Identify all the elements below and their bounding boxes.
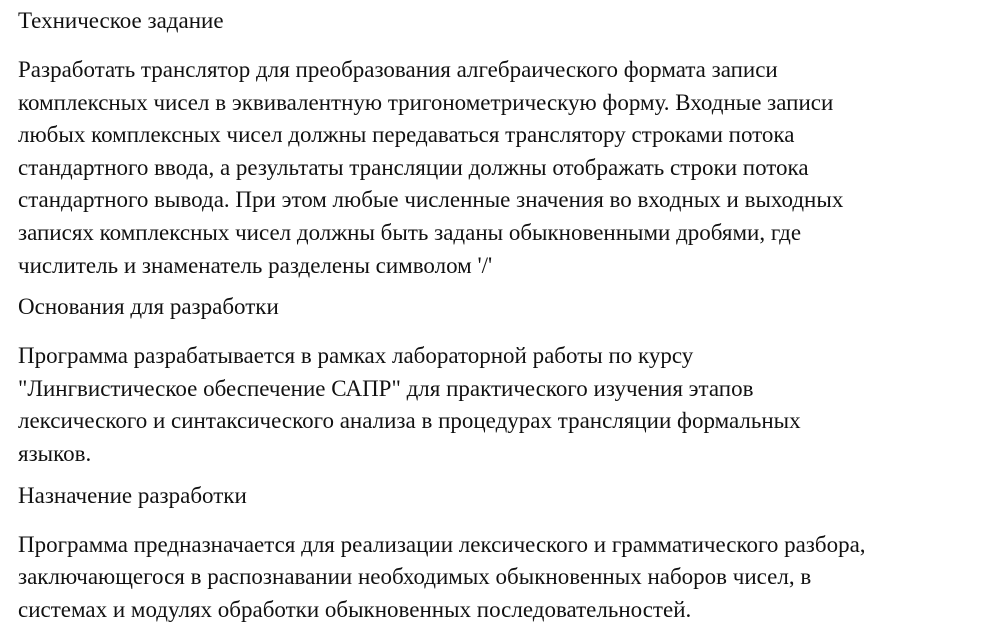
paragraph-line: стандартного ввода, а результаты трансляции должны отображать строки потока bbox=[18, 154, 809, 180]
section-paragraph bbox=[18, 529, 996, 627]
section-technical-task bbox=[18, 4, 996, 290]
section-heading: Техническое задание bbox=[18, 8, 224, 33]
paragraph-line: лексического и синтаксического анализа в процедурах трансляции формальных bbox=[18, 408, 801, 434]
paragraph-line: языков. bbox=[18, 440, 92, 466]
paragraph-line: Программа разрабатывается в рамках лабораторной работы по курсу bbox=[18, 343, 694, 369]
section-heading: Основания для разработки bbox=[18, 294, 279, 320]
paragraph-line: записях комплексных чисел должны быть заданы обыкновенными дробями, где bbox=[18, 219, 802, 245]
paragraph-line: заключающегося в распознавании необходимых обыкновенных наборов чисел, в bbox=[18, 564, 812, 590]
paragraph-line: системах и модулях обработки обыкновенных последовательностей. bbox=[18, 596, 692, 622]
paragraph-line: Программа предназначается для реализации лексического и грамматического разбора, bbox=[18, 531, 866, 557]
section-heading: Назначение разработки bbox=[18, 482, 247, 508]
paragraph-line: Разработать транслятор для преобразования алгебраического формата записи bbox=[18, 57, 778, 82]
section-paragraph bbox=[18, 340, 996, 470]
document-page bbox=[18, 4, 996, 626]
section-paragraph bbox=[18, 54, 996, 282]
section-purpose-of-development bbox=[18, 479, 996, 627]
paragraph-line: "Лингвистическое обеспечение САПР" для практического изучения этапов bbox=[18, 375, 754, 401]
paragraph-line: любых комплексных чисел должны передаваться транслятору строками потока bbox=[18, 122, 795, 148]
section-basis-for-development bbox=[18, 290, 996, 478]
paragraph-line: комплексных чисел в эквивалентную тригонометрическую форму. Входные записи bbox=[18, 89, 834, 115]
paragraph-line: числитель и знаменатель разделены символом '/' bbox=[18, 252, 493, 278]
paragraph-line: стандартного вывода. При этом любые численные значения во входных и выходных bbox=[18, 187, 844, 213]
